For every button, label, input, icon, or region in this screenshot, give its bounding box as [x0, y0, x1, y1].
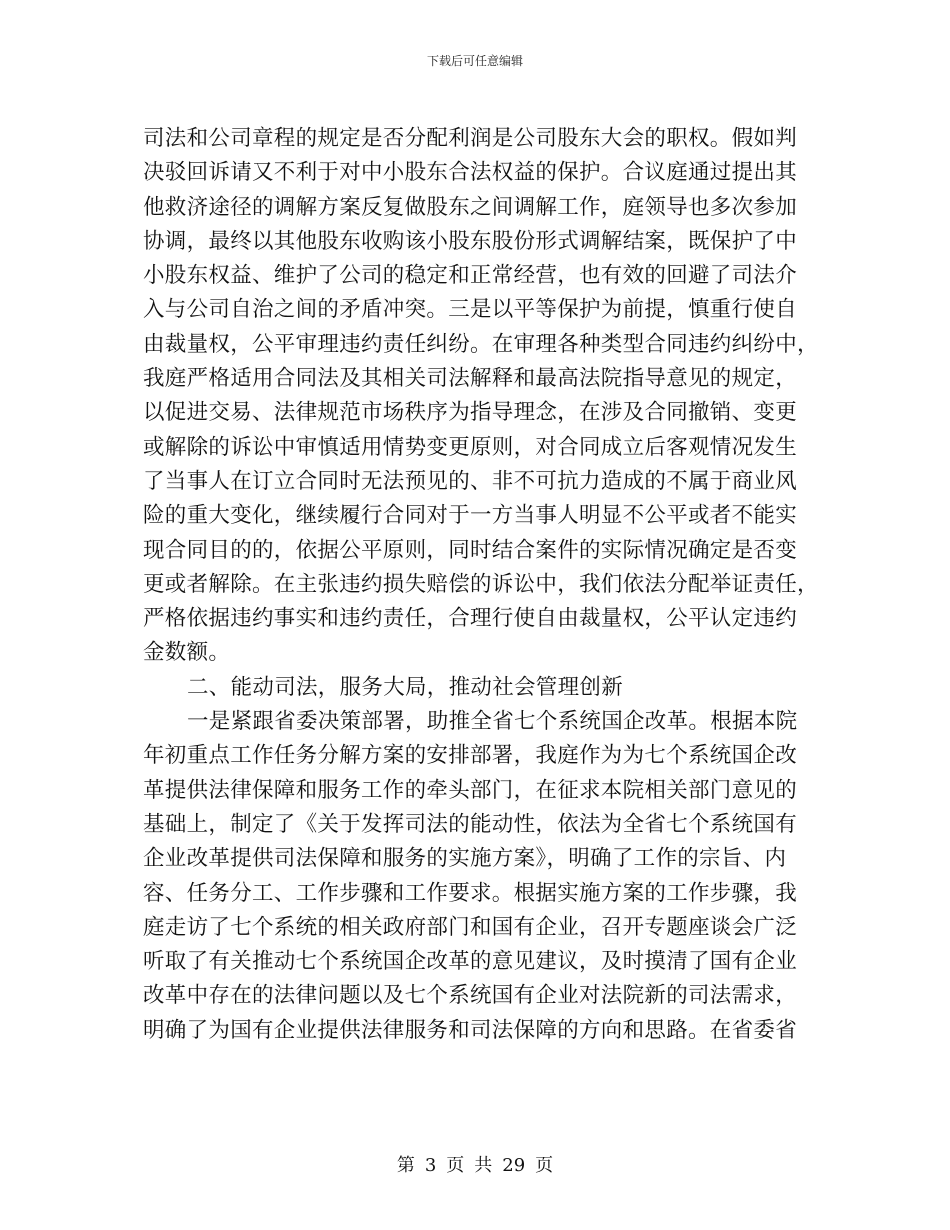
page-label-mid2: 共: [474, 1155, 493, 1176]
text-line: 更或者解除。在主张违约损失赔偿的诉讼中，我们依法分配举证责任，: [143, 571, 819, 597]
page-footer: [0, 1154, 950, 1178]
text-line: 入与公司自治之间的矛盾冲突。三是以平等保护为前提，慎重行使自: [143, 297, 798, 323]
text-line: 险的重大变化，继续履行合同对于一方当事人明显不公平或者不能实: [143, 503, 798, 529]
text-line: 企业改革提供司法保障和服务的实施方案》，明确了工作的宗旨、内: [143, 846, 787, 872]
text-line: 以促进交易、法律规范市场秩序为指导理念，在涉及合同撤销、变更: [143, 400, 798, 426]
page-total-number: 29: [502, 1155, 526, 1176]
text-line: 明确了为国有企业提供法律服务和司法保障的方向和思路。在省委省: [143, 1017, 798, 1043]
text-line: 庭走访了七个系统的相关政府部门和国有企业，召开专题座谈会广泛: [143, 914, 798, 940]
page-current-number: 3: [424, 1155, 437, 1176]
text-line: 基础上，制定了《关于发挥司法的能动性，依法为全省七个系统国有: [143, 811, 798, 837]
page-header-note: 下载后可任意编辑: [426, 54, 523, 68]
text-line: 或解除的诉讼中审慎适用情势变更原则，对合同成立后客观情况发生: [143, 434, 798, 460]
page-label-prefix: 第: [396, 1155, 415, 1176]
text-line: 由裁量权，公平审理违约责任纠纷。在审理各种类型合同违约纠纷中，: [143, 331, 819, 357]
text-line: 现合同目的的，依据公平原则，同时结合案件的实际情况确定是否变: [143, 537, 798, 563]
text-line: 听取了有关推动七个系统国企改革的意见建议，及时摸清了国有企业: [143, 949, 798, 975]
page-label-mid1: 页: [446, 1155, 465, 1176]
text-line: 他救济途径的调解方案反复做股东之间调解工作，庭领导也多次参加: [143, 194, 798, 220]
text-line: 一是紧跟省委决策部署，助推全省七个系统国企改革。根据本院: [187, 709, 798, 735]
text-line: 严格依据违约事实和违约责任，合理行使自由裁量权，公平认定违约: [143, 606, 798, 632]
text-line: 小股东权益、维护了公司的稳定和正常经营，也有效的回避了司法介: [143, 263, 798, 289]
text-line: 决驳回诉请又不利于对中小股东合法权益的保护。合议庭通过提出其: [143, 160, 798, 186]
text-line: 容、任务分工、工作步骤和工作要求。根据实施方案的工作步骤，我: [143, 880, 798, 906]
text-line: 我庭严格适用合同法及其相关司法解释和最高法院指导意见的规定，: [143, 366, 798, 392]
text-line: 协调，最终以其他股东收购该小股东股份形式调解结案，既保护了中: [143, 228, 798, 254]
section-heading: 二、能动司法，服务大局，推动社会管理创新: [187, 674, 624, 700]
text-line: 金数额。: [143, 640, 231, 666]
page-label-suffix: 页: [535, 1155, 554, 1176]
document-body: [143, 122, 819, 1048]
text-line: 司法和公司章程的规定是否分配利润是公司股东大会的职权。假如判: [143, 126, 798, 151]
text-line: 年初重点工作任务分解方案的安排部署，我庭作为为七个系统国企改: [143, 743, 798, 769]
text-line: 革提供法律保障和服务工作的牵头部门，在征求本院相关部门意见的: [143, 777, 798, 803]
text-line: 了当事人在订立合同时无法预见的、非不可抗力造成的不属于商业风: [143, 468, 798, 494]
text-line: 改革中存在的法律问题以及七个系统国有企业对法院新的司法需求，: [143, 983, 798, 1009]
